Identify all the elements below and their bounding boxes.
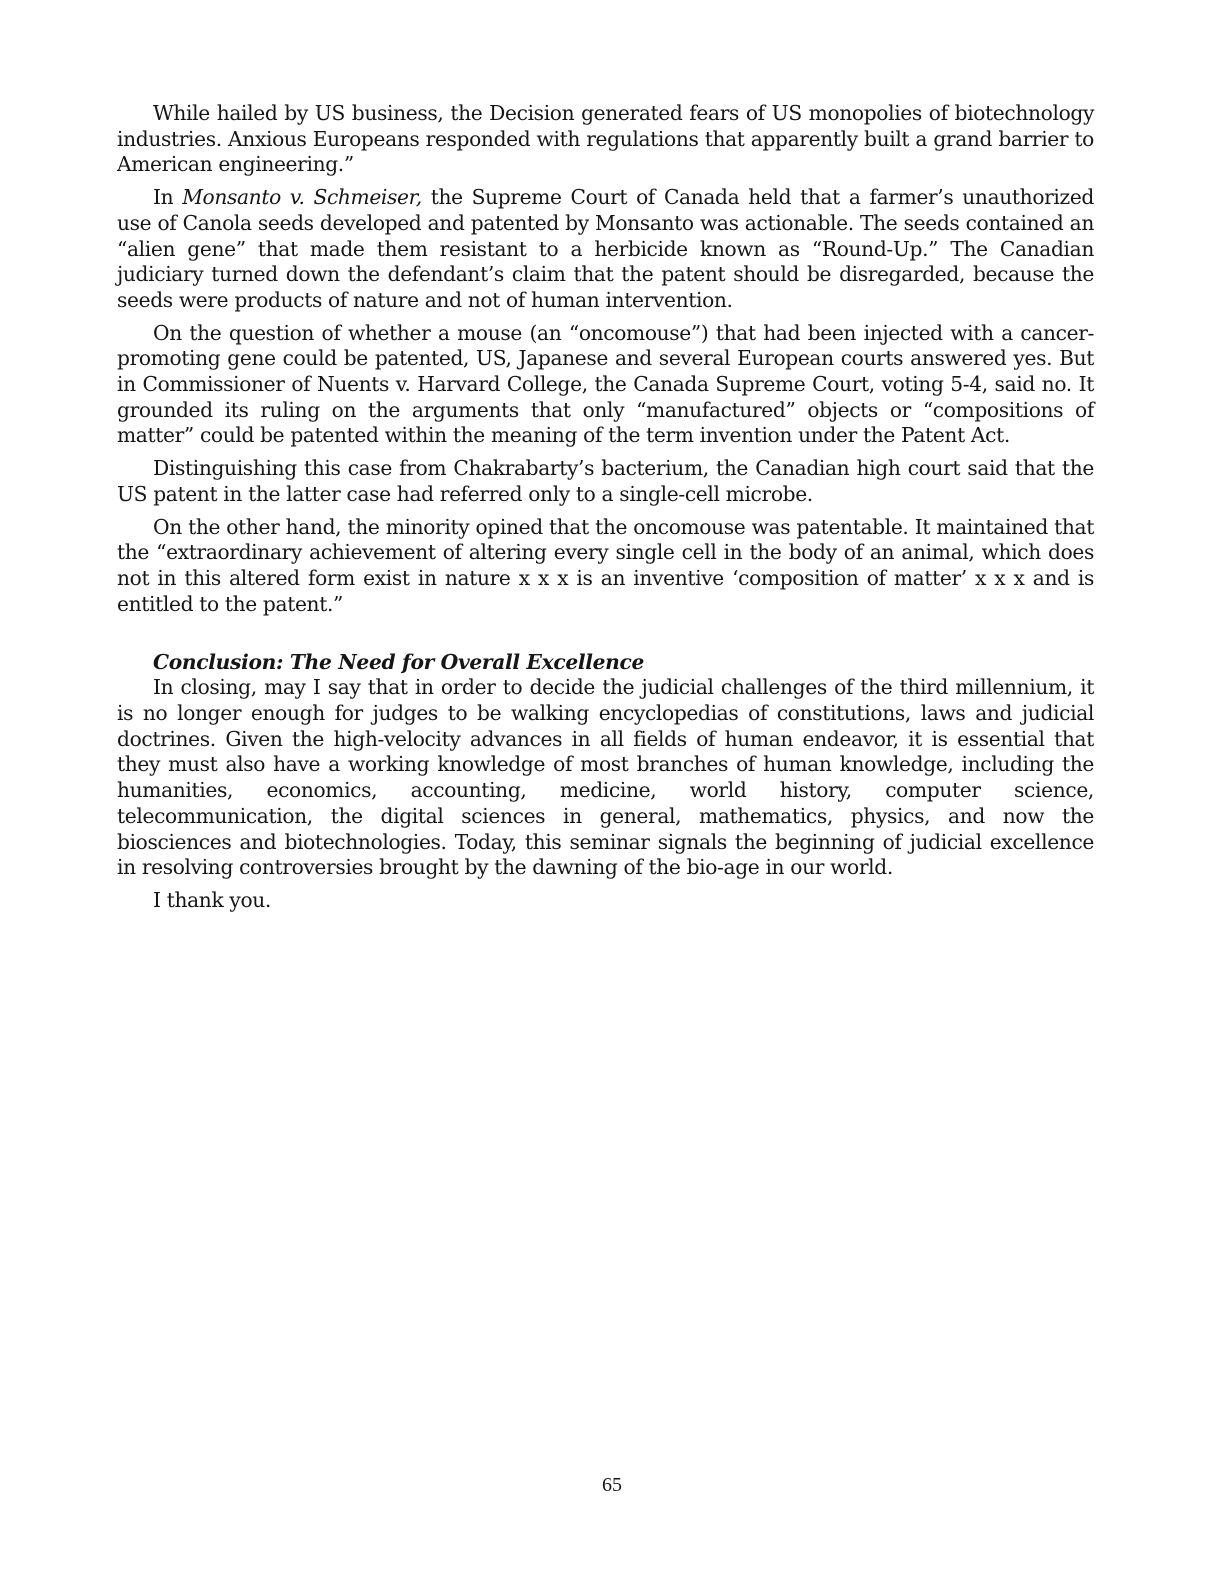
paragraph-lead-text: In — [153, 185, 183, 210]
paragraph-closing-remarks: In closing, may I say that in order to decide the judicial challenges of the third millennium, it is no longer enough for judges to be walking encyclopedias of constitutions, laws and judicial doctrines. Given the high-velocity advances in all fields of human endeavor, it is essential that they must also have a working knowledge of most branches of human knowledge, including the humanities, economics, accounting, medicine, world history, computer science, telecommunication, the digital sciences in general, mathematics, physics, and now the biosciences and biotechnologies. Today, this seminar signals the beginning of judicial excellence in resolving controversies brought by the dawning of the bio-age in our world. — [117, 675, 1094, 880]
paragraph-oncomouse-question: On the question of whether a mouse (an “oncomouse”) that had been injected with a cancer-promoting gene could be patented, US, Japanese and several European courts answered yes. But in Commissioner of Nuents v. Harvard College, the Canada Supreme Court, voting 5-4, said no. It grounded its ruling on the arguments that only “manufactured” objects or “compositions of matter” could be patented within the meaning of the term invention under the Patent Act. — [117, 320, 1094, 448]
case-name-monsanto: Monsanto v. Schmeiser, — [182, 185, 422, 210]
paragraph-body-text: the Supreme Court of Canada held that a farmer’s unauthorized use of Canola seeds developed and patented by Monsanto was actionable. The seeds contained an “alien gene” that made them resistant to a herbicide known as “Round-Up.” The Canadian judiciary turned down the defendant’s claim that the patent should be disregarded, because the seeds were products of nature and not of human intervention. — [117, 185, 1094, 312]
paragraph-chakrabarty-distinction: Distinguishing this case from Chakrabarty’s bacterium, the Canadian high court said that the US patent in the latter case had referred only to a single-cell microbe. — [117, 456, 1094, 506]
section-heading-conclusion: Conclusion: The Need for Overall Excellence — [153, 650, 645, 675]
page-content — [117, 101, 1094, 921]
paragraph-monsanto-schmeiser — [117, 185, 1094, 314]
page-number: 65 — [602, 1474, 622, 1496]
paragraph-thank-you: I thank you. — [153, 887, 271, 912]
paragraph-minority-opinion: On the other hand, the minority opined that the oncomouse was patentable. It maintained that the “extraordinary achievement of altering every single cell in the body of an animal, which does not in this altered form exist in nature x x x is an inventive ‘composition of matter’ x x x and is entitled to the patent.” — [117, 514, 1094, 616]
paragraph-us-monopolies: While hailed by US business, the Decision generated fears of US monopolies of biotechnology industries. Anxious Europeans responded with regulations that apparently built a grand barrier to American engineering.” — [117, 101, 1094, 177]
